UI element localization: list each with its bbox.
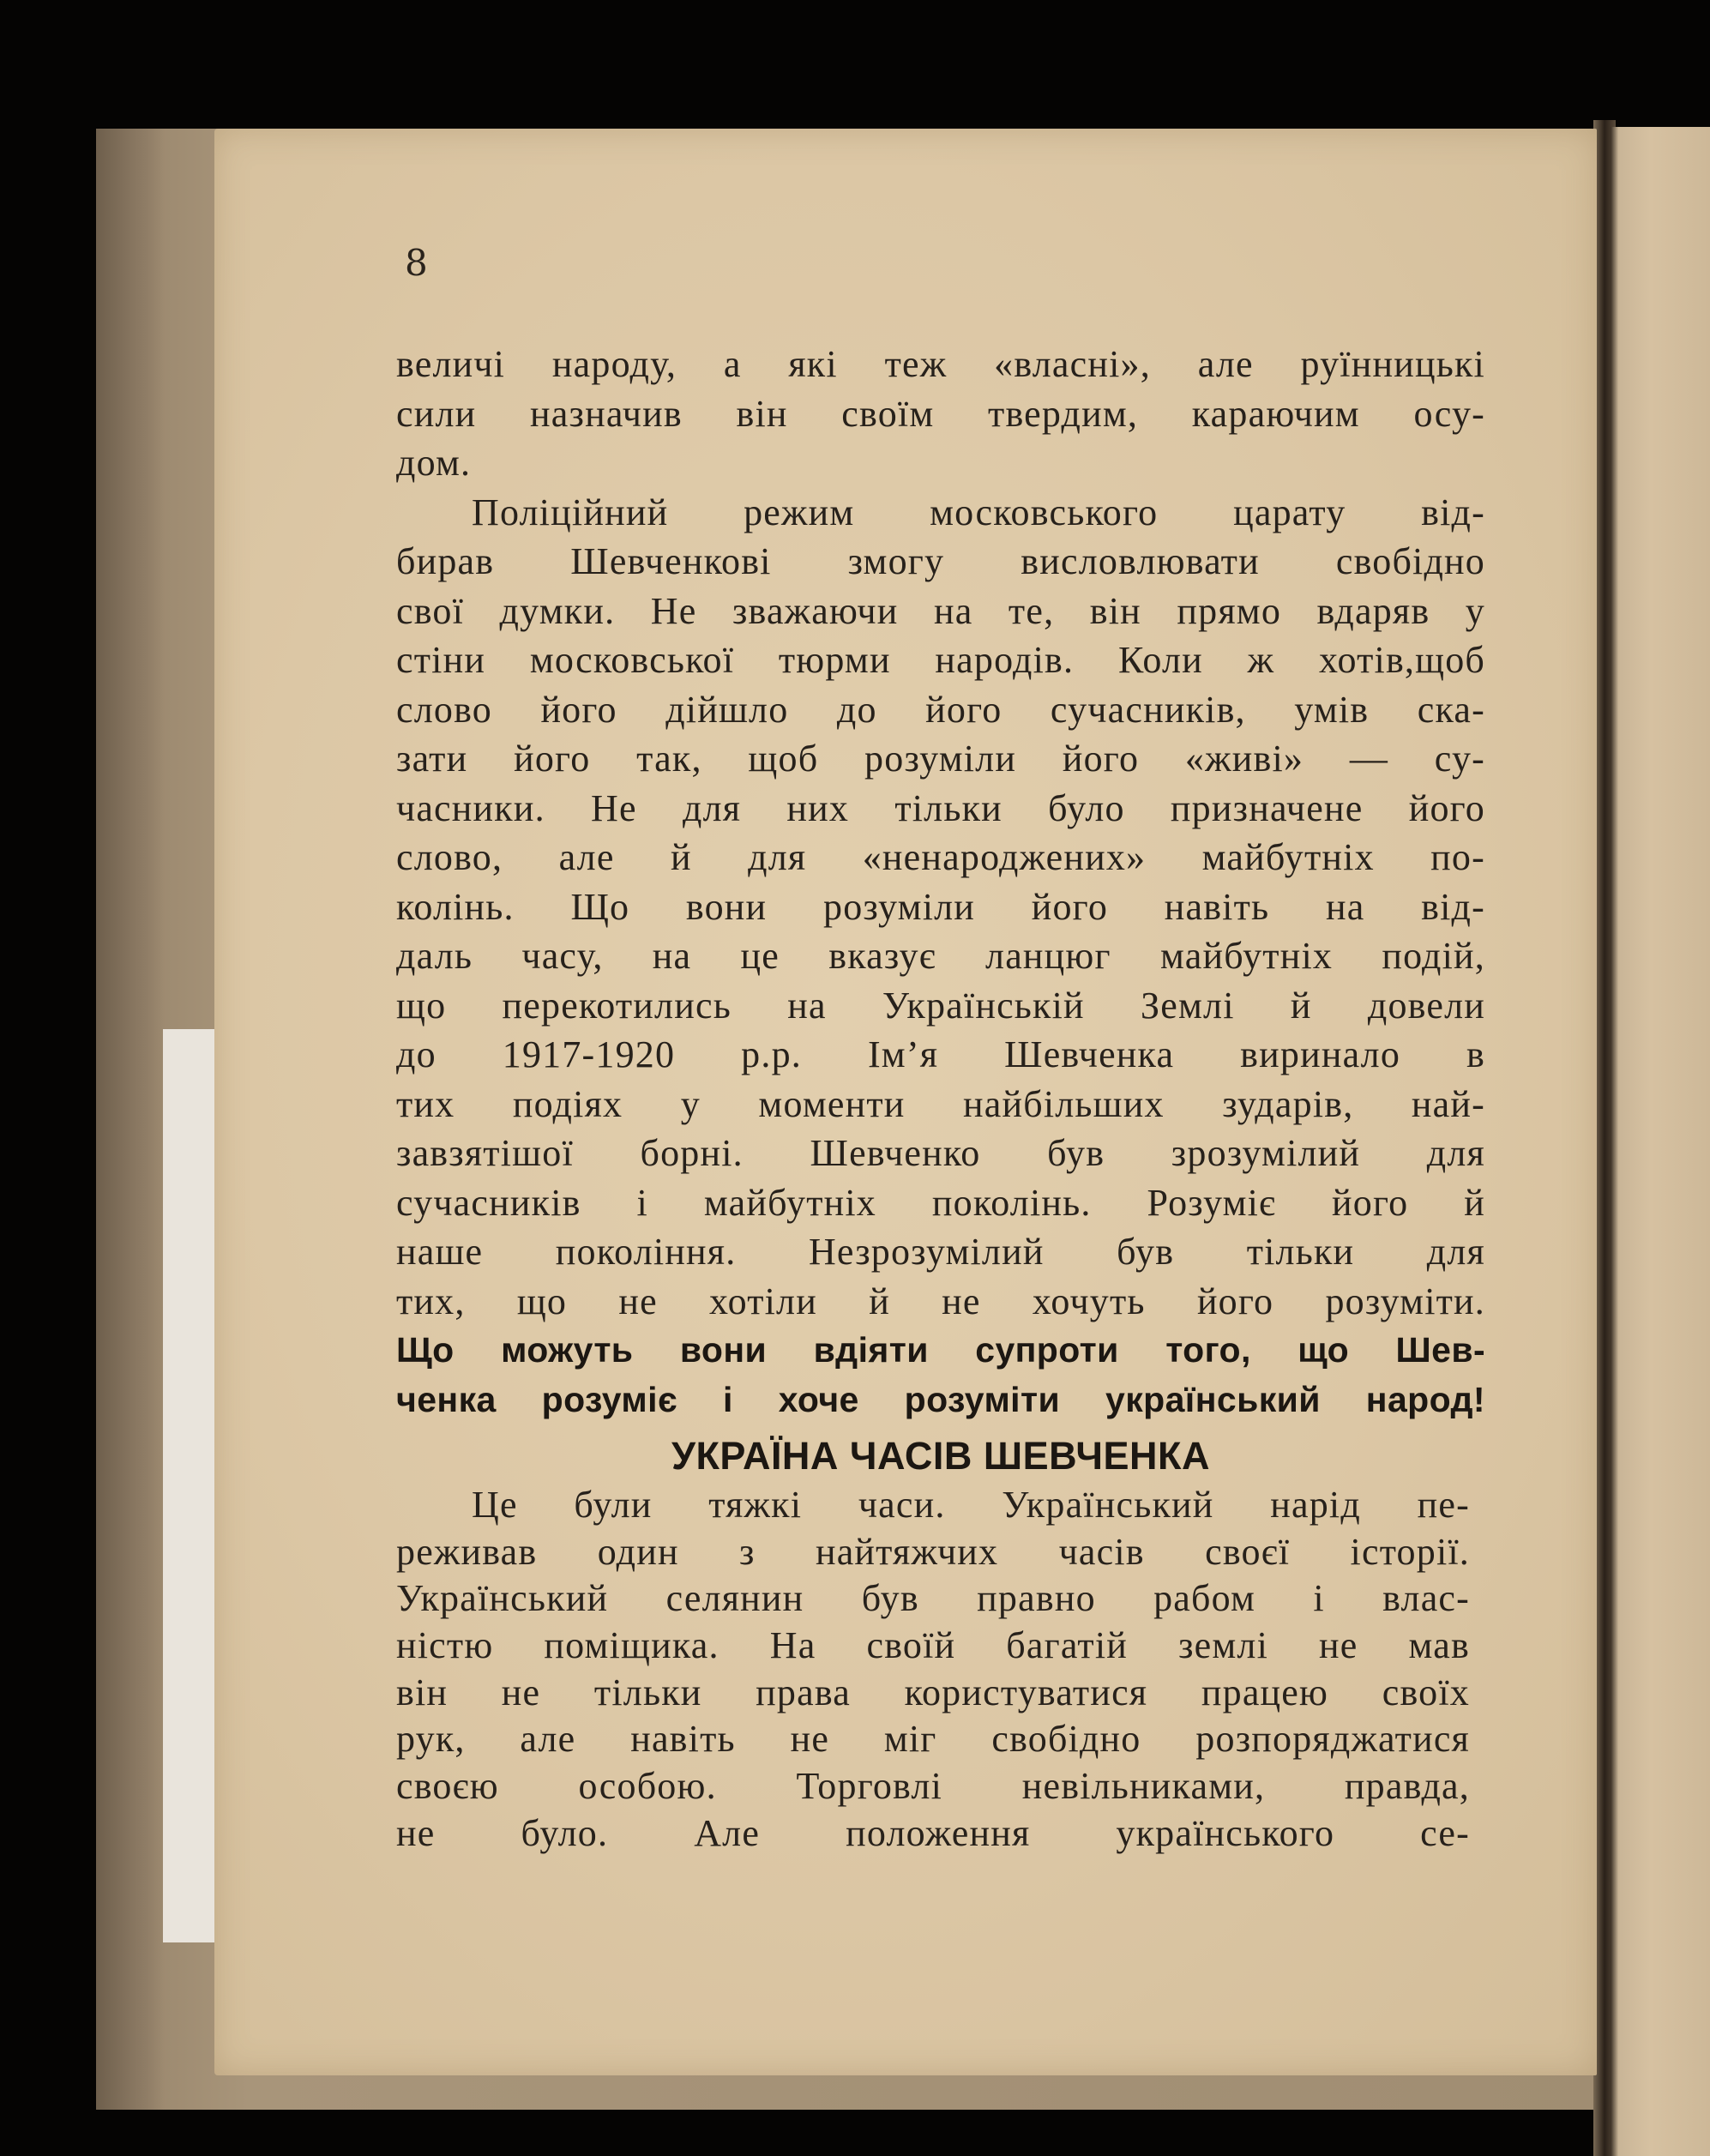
text-line: не було. Але положення українського се- [396,1811,1470,1854]
text-line: зати його так, щоб розуміли його «живі» — су- [396,738,1485,780]
text-line: Український селянин був правно рабом і влас- [396,1577,1470,1620]
text-line: тих, що не хотіли й не хочуть його розуміти. [396,1280,1485,1322]
cover-edge-shadow [96,129,165,2110]
section-heading: УКРАЇНА ЧАСІВ ШЕВЧЕНКА [671,1434,1211,1478]
text-line: величі народу, а які теж «власні», але руїнницькі [396,343,1485,385]
text-line: сучасників і майбутніх поколінь. Розуміє його й [396,1181,1485,1224]
section-1-text [396,340,1485,1424]
text-line: даль часу, на це вказує ланцюг майбутніх подій, [396,935,1485,977]
page-number: 8 [405,242,428,284]
text-line: до 1917-1920 р.р. Ім’я Шевченка виринало в [396,1033,1485,1075]
text-line: дом. [396,442,472,484]
text-line: колінь. Що вони розуміли його навіть на від- [396,885,1485,928]
text-line: Поліційний режим московського царату від- [472,491,1485,533]
text-line: слово його дійшло до його сучасників, умів ска- [396,688,1485,731]
facing-page [1611,127,1710,2156]
text-line: слово, але й для «ненароджених» майбутніх по- [396,836,1485,878]
text-line: тих подіях у моменти найбільших зударів, най- [396,1082,1485,1125]
text-line: завзятішої борні. Шевченко був зрозумілий для [396,1132,1485,1174]
bold-text-line: Що можуть вони вдіяти супроти того, що Шев- [396,1330,1485,1370]
text-line: бирав Шевченкові змогу висловлювати свобідно [396,540,1485,582]
text-line: він не тільки права користуватися працею своїх [396,1671,1470,1713]
text-line: своєю особою. Торговлі невільниками, правда, [396,1765,1470,1808]
text-line: рук, але навіть не міг свобідно розпоряджатися [396,1718,1470,1761]
text-line: наше покоління. Незрозумілий був тільки для [396,1231,1485,1273]
text-line: що перекотились на Українській Землі й довели [396,984,1485,1027]
text-line: Це були тяжкі часи. Український нарід пе- [472,1484,1470,1526]
text-line: стіни московської тюрми народів. Коли ж хотів,щоб [396,639,1485,681]
text-line: часники. Не для них тільки було призначене його [396,786,1485,829]
text-line: реживав один з найтяжчих часів своєї історії. [396,1530,1470,1573]
text-line: ністю поміщика. На своїй багатій землі не мав [396,1624,1470,1667]
paper-strip [163,1029,214,1942]
section-2-text [396,1482,1470,1858]
bold-text-line: ченка розуміє і хоче розуміти український народ! [396,1379,1485,1419]
text-line: свої думки. Не зважаючи на те, він прямо вдаряв у [396,589,1485,632]
text-line: сили назначив він своїм твердим, караючим осу- [396,392,1485,435]
